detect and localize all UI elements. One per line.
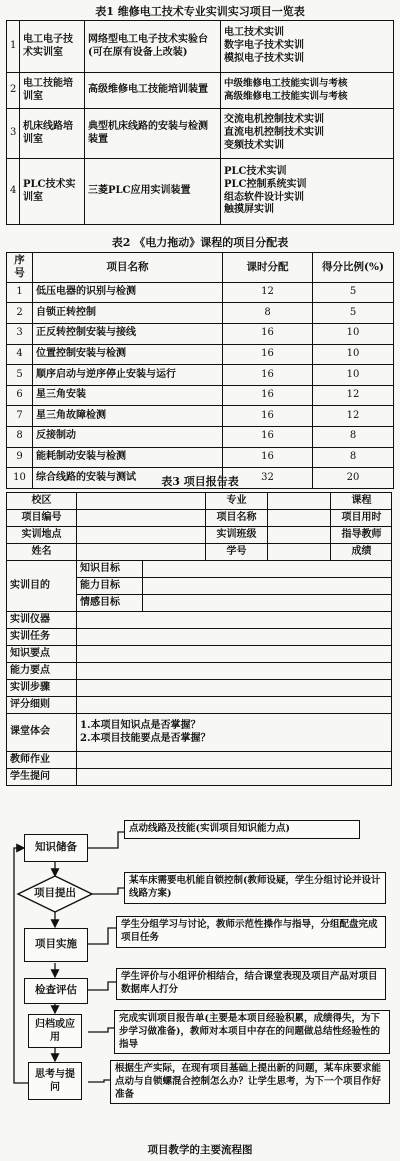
note-connector	[88, 832, 124, 848]
label-project-time: 项目用时	[331, 512, 392, 525]
label-student-id: 学号	[206, 544, 268, 561]
row-number: 10	[7, 468, 33, 489]
table-row	[7, 427, 394, 448]
hours-value: 12	[223, 282, 313, 303]
table-row	[7, 303, 394, 324]
note-connector	[88, 888, 124, 894]
flow-note-evaluate: 学生评价与小组评价相结合，结合课堂表现及项目产品对项目数据库人打分	[116, 968, 386, 1000]
table-row	[7, 344, 394, 365]
label-course: 课程	[331, 495, 392, 508]
score-value: 5	[313, 282, 394, 303]
project-name: 低压电器的识别与检测	[33, 282, 223, 303]
flow-step-propose: 项目提出	[34, 887, 76, 900]
training-item: 电工技术实训	[224, 27, 284, 39]
room-name: 电工电子技术实训室	[20, 21, 85, 73]
value-class	[268, 527, 331, 544]
value-goal-ability	[143, 578, 392, 595]
equipment: 典型机床线路的安装与检测装置	[85, 109, 221, 159]
project-name: 星三角安装	[33, 385, 223, 406]
score-value: 12	[313, 406, 394, 427]
label-goal: 实训目的	[7, 561, 77, 612]
project-name: 反接制动	[33, 427, 223, 448]
label-major: 专业	[206, 493, 268, 510]
label-experience: 课堂体会	[7, 714, 77, 752]
row-number: 1	[7, 282, 33, 303]
table-row	[7, 73, 394, 109]
flowchart-caption: 项目教学的主要流程图	[147, 1144, 253, 1156]
training-room-table	[6, 20, 394, 225]
project-report-table	[6, 492, 392, 786]
flow-step-implement: 项目实施	[24, 928, 88, 962]
table2-caption: 表2 《电力拖动》课程的项目分配表	[111, 236, 289, 249]
label-goal-knowledge: 知识目标	[77, 561, 143, 578]
table-row	[7, 493, 392, 510]
course-cell	[331, 493, 392, 510]
table-row	[7, 629, 392, 646]
value-project-no	[77, 510, 206, 527]
table-row	[7, 365, 394, 386]
note-connector	[88, 982, 116, 990]
training-item: 模拟电子技术实训	[224, 52, 304, 64]
hours-value: 8	[223, 303, 313, 324]
training-item: 组态软件设计实训	[224, 191, 304, 203]
row-number: 4	[7, 159, 20, 225]
training-item: PLC控制系统实训	[224, 178, 307, 190]
training-item: 中级维修电工技能实训与考核	[224, 78, 348, 90]
row-number: 3	[7, 324, 33, 345]
table1-caption: 表1 维修电工技术专业实训实习项目一览表	[95, 5, 305, 18]
value-task	[77, 629, 392, 646]
project-name: 正反转控制安装与接线	[33, 324, 223, 345]
label-school: 校区	[7, 493, 77, 510]
flow-note-implement: 学生分组学习与讨论，教师示范性操作与指导，分组配盘完成项目任务	[116, 916, 386, 948]
col-header-name: 项目名称	[33, 253, 223, 283]
table-row	[7, 697, 392, 714]
feedback-loop-arrow	[14, 848, 28, 1083]
table3-caption: 表3 项目报告表	[161, 475, 239, 488]
value-project-name	[268, 510, 331, 527]
training-item: 直流电机控制技术实训	[224, 127, 324, 139]
project-name: 自锁正转控制	[33, 303, 223, 324]
label-homework: 教师作业	[7, 752, 77, 769]
table-row	[7, 544, 392, 561]
label-goal-ability: 能力目标	[77, 578, 143, 595]
hours-value: 32	[223, 468, 313, 489]
flow-step-knowledge: 知识储备	[24, 834, 88, 862]
table-row	[7, 21, 394, 73]
teacher-cell	[331, 527, 392, 544]
hours-value: 16	[223, 324, 313, 345]
label-instrument: 实训仪器	[7, 612, 77, 629]
table-row	[7, 282, 394, 303]
table-header-row	[7, 253, 394, 283]
training-item: 触摸屏实训	[224, 204, 274, 216]
flow-note-archive: 完成实训项目报告单(主要是本项目经验积累，成绩得失，为下步学习做准备)，教师对本项目中存在的问题做总结性经验性的指导	[114, 1010, 390, 1054]
table-row	[7, 447, 394, 468]
label-grade: 成绩	[331, 546, 392, 559]
training-items	[221, 73, 394, 109]
row-number: 3	[7, 109, 20, 159]
project-name: 顺序启动与逆序停止安装与运行	[33, 365, 223, 386]
table2-body	[7, 282, 394, 488]
table-row	[7, 324, 394, 345]
table-row	[7, 109, 394, 159]
label-site: 实训地点	[7, 527, 77, 544]
training-item: 变频技术实训	[224, 139, 284, 151]
project-time-cell	[331, 510, 392, 527]
room-name: PLC技术实训室	[20, 159, 85, 225]
value-goal-emotion	[143, 595, 392, 612]
training-items	[221, 109, 394, 159]
table-row	[7, 159, 394, 225]
value-name	[77, 544, 206, 561]
label-scoring: 评分细则	[7, 697, 77, 714]
table-row	[7, 527, 392, 544]
flow-note-propose: 某车床需要电机能自锁控制(教师设疑，学生分组讨论并设计线路方案)	[124, 872, 386, 904]
table-row	[7, 385, 394, 406]
training-item: 交流电机控制技术实训	[224, 114, 324, 126]
table-row	[7, 663, 392, 680]
score-value: 5	[313, 303, 394, 324]
row-number: 6	[7, 385, 33, 406]
score-value: 12	[313, 385, 394, 406]
label-name: 姓名	[7, 544, 77, 561]
training-items	[221, 21, 394, 73]
row-number: 2	[7, 303, 33, 324]
row-number: 8	[7, 427, 33, 448]
hours-value: 16	[223, 365, 313, 386]
hours-value: 16	[223, 344, 313, 365]
col-header-hours: 课时分配	[223, 253, 313, 283]
project-name: 位置控制安装与检测	[33, 344, 223, 365]
teaching-flowchart	[0, 760, 400, 1140]
row-number: 1	[7, 21, 20, 73]
training-item: 数字电子技术实训	[224, 40, 304, 52]
label-project-name: 项目名称	[206, 510, 268, 527]
hours-value: 16	[223, 447, 313, 468]
score-value: 8	[313, 427, 394, 448]
course-allocation-table	[6, 252, 394, 489]
label-teacher: 指导教师	[331, 529, 392, 542]
label-steps: 实训步骤	[7, 680, 77, 697]
equipment: 网络型电工电子技术实验台(可在原有设备上改装)	[85, 21, 221, 73]
table-row	[7, 612, 392, 629]
value-goal-knowledge	[143, 561, 392, 578]
score-value: 10	[313, 324, 394, 345]
equipment: 三菱PLC应用实训装置	[85, 159, 221, 225]
flow-step-evaluate: 检查评估	[24, 978, 88, 1004]
value-experience	[77, 714, 392, 752]
score-value: 8	[313, 447, 394, 468]
project-name: 综合线路的安装与测试	[33, 468, 223, 489]
training-items	[221, 159, 394, 225]
flow-note-knowledge: 点动线路及技能(实训项目知识能力点)	[124, 820, 360, 839]
note-connector	[88, 928, 116, 944]
value-steps	[77, 680, 392, 697]
flow-note-reflect: 根据生产实际，在现有项目基础上提出新的问题，某车床要求能点动与自锁螺混合控制怎么办？让学生思考，为下一个项目作好准备	[110, 1060, 390, 1104]
label-goal-emotion: 情感目标	[77, 595, 143, 612]
row-number: 7	[7, 406, 33, 427]
value-scoring	[77, 697, 392, 714]
flow-step-archive	[28, 1014, 82, 1048]
score-value: 10	[313, 344, 394, 365]
row-number: 4	[7, 344, 33, 365]
label-knowledge-points: 知识要点	[7, 646, 77, 663]
label-student-questions: 学生提问	[7, 769, 77, 786]
training-item: 高级维修电工技能实训与考核	[224, 90, 348, 102]
value-student-id	[268, 544, 331, 561]
table-row	[7, 680, 392, 697]
project-name: 星三角故障检测	[33, 406, 223, 427]
equipment: 高级维修电工技能培训装置	[85, 73, 221, 109]
label-class: 实训班级	[206, 527, 268, 544]
flow-step-reflect	[28, 1062, 82, 1100]
value-major	[268, 493, 331, 510]
table-row	[7, 714, 392, 752]
experience-question-2: 2.本项目技能要点是否掌握？	[80, 732, 211, 744]
note-connector	[88, 1028, 114, 1032]
score-value: 20	[313, 468, 394, 489]
row-number: 5	[7, 365, 33, 386]
row-number: 2	[7, 73, 20, 109]
table-row	[7, 561, 392, 578]
value-instrument	[77, 612, 392, 629]
experience-question-1: 1.本项目知识点是否掌握？	[80, 719, 201, 731]
col-header-score: 得分比例(%)	[313, 253, 394, 283]
room-name: 机床线路培训室	[20, 109, 85, 159]
hours-value: 16	[223, 406, 313, 427]
table-row	[7, 646, 392, 663]
value-school	[77, 493, 206, 510]
training-item: PLC技术实训	[224, 165, 287, 177]
label-ability-points: 能力要点	[7, 663, 77, 680]
flow-step-archive-label: 归档或应用	[35, 1019, 75, 1043]
table-row	[7, 406, 394, 427]
row-number: 9	[7, 447, 33, 468]
value-ability-points	[77, 663, 392, 680]
score-value: 10	[313, 365, 394, 386]
value-site	[77, 527, 206, 544]
hours-value: 16	[223, 427, 313, 448]
label-task: 实训任务	[7, 629, 77, 646]
project-name: 能耗制动安装与检测	[33, 447, 223, 468]
value-knowledge-points	[77, 646, 392, 663]
hours-value: 16	[223, 385, 313, 406]
room-name: 电工技能培训室	[20, 73, 85, 109]
flow-step-reflect-label: 思考与提问	[35, 1069, 75, 1093]
col-header-no: 序号	[7, 253, 33, 283]
note-connector	[88, 1080, 110, 1082]
label-project-no: 项目编号	[7, 510, 77, 527]
table-row	[7, 510, 392, 527]
grade-cell	[331, 544, 392, 561]
